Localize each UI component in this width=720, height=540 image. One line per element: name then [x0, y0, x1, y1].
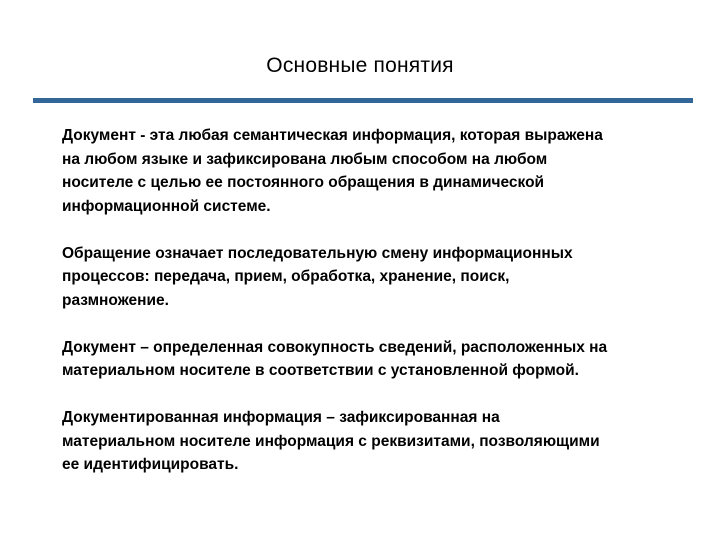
- slide-title: Основные понятия: [266, 54, 454, 77]
- definition-document-formal: Документ – определенная совокупность сведений, расположенных на материальном носителе в соответствии с установленной формой.: [62, 338, 608, 379]
- definition-document: Документ - эта любая семантическая информация, которая выражена на любом языке и зафиксирована любым способом на любом носителе с целью ее постоянного обращения в динамической информационной системе.: [62, 127, 603, 215]
- slide-body: [62, 124, 702, 477]
- definition-circulation: Обращение означает последовательную смену информационных процессов: передача, прием, обработка, хранение, поиск, размножение.: [62, 244, 573, 309]
- definition-documented-information: Документированная информация – зафиксированная на материальном носителе информация с реквизитами, позволяющими ее идентифицировать.: [62, 409, 600, 473]
- title-divider: [33, 98, 693, 103]
